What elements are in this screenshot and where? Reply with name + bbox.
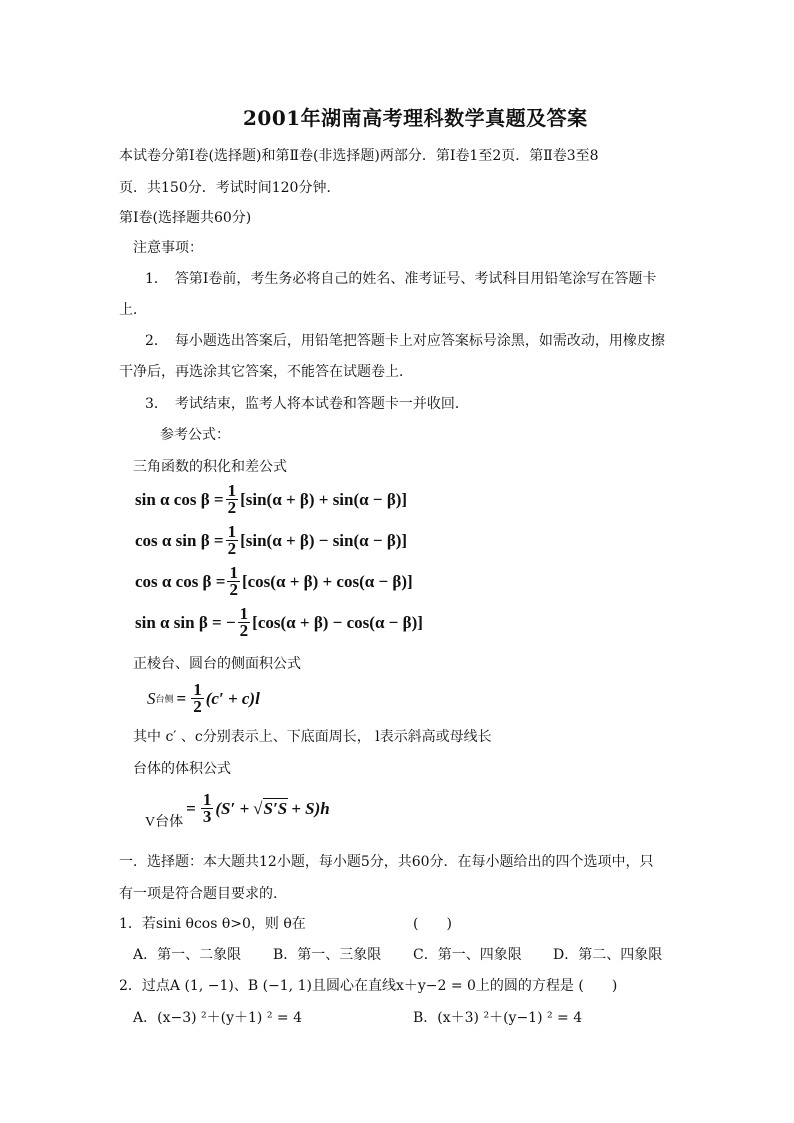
volume-equals: = <box>186 798 196 818</box>
formula-3-rhs: [cos(α + β) + cos(α − β)] <box>241 571 413 591</box>
page-title: 2001年湖南高考理科数学真题及答案 <box>243 106 588 130</box>
q1-option-c: C．第一、四象限 <box>413 947 522 963</box>
reference-heading: 参考公式： <box>160 427 230 443</box>
lateral-rhs: (c′ + c)l <box>205 688 260 708</box>
volume-lhs: V台体 <box>145 815 184 830</box>
q1-option-a: A．第一、二象限 <box>133 947 242 963</box>
volume-rhs-b: + S)h <box>291 798 330 818</box>
frustum-heading: 正棱台、圆台的侧面积公式 <box>133 656 301 672</box>
formula-2-half: $\frac{1}{2}$ <box>227 522 237 558</box>
section1-line-1: 一．选择题：本大题共12小题，每小题5分，共60分．在每小题给出的四个选项中，只 <box>119 854 654 870</box>
formula-4-half: $\frac{1}{2}$ <box>239 604 249 640</box>
note-2-line-1: 2． 每小题选出答案后，用铅笔把答题卡上对应答案标号涂黑，如需改动，用橡皮擦 <box>145 333 665 349</box>
intro-line-2: 页．共150分．考试时间120分钟． <box>119 180 341 196</box>
formula-1 <box>135 483 407 516</box>
lateral-area-formula <box>147 682 260 715</box>
where-line: 其中 c′ 、c分别表示上、下底面周长， l表示斜高或母线长 <box>133 729 492 745</box>
q1-answer-paren: ( ) <box>413 916 452 932</box>
note-3: 3． 考试结束，监考人将本试卷和答题卡一并收回． <box>145 396 469 412</box>
q2-option-b: B．(x＋3) ²＋(y−1) ² = 4 <box>413 1010 583 1026</box>
q1-stem: 1．若sini θcos θ>0，则 θ在 <box>119 916 306 932</box>
lateral-half: $\frac{1}{2}$ <box>193 680 202 716</box>
volume-formula: V台体 = $\frac{1}{3}$ (S′ + √ S′S + S)h <box>145 790 330 830</box>
lateral-subscript: 台侧 <box>155 694 174 704</box>
notes-heading: 注意事项： <box>133 240 203 256</box>
lateral-s: S <box>147 688 156 708</box>
intro-line-1: 本试卷分第Ⅰ卷(选择题)和第Ⅱ卷(非选择题)两部分．第Ⅰ卷1至2页．第Ⅱ卷3至8 <box>119 148 599 164</box>
volume-heading: 台体的体积公式 <box>133 761 231 777</box>
note-2-line-2: 干净后，再选涂其它答案，不能答在试题卷上． <box>119 364 413 380</box>
formula-3 <box>135 565 413 598</box>
formula-1-half: $\frac{1}{2}$ <box>227 481 237 517</box>
volume-sqrt: S′S <box>263 799 288 818</box>
formula-1-rhs: [sin(α + β) + sin(α − β)] <box>240 489 408 509</box>
volume-rhs-a: (S′ + <box>215 798 250 818</box>
lateral-equals: = <box>176 688 187 708</box>
q2-stem: 2．过点A (1, −1)、B (−1, 1)且圆心在直线x＋y−2 = 0上的圆的方程是 ( ) <box>119 978 618 994</box>
section1-line-2: 有一项是符合题目要求的. <box>119 886 278 902</box>
formula-4-lhs: sin α sin β = − <box>135 612 236 632</box>
trig-heading: 三角函数的积化和差公式 <box>133 459 287 475</box>
q1-option-b: B．第一、三象限 <box>273 947 382 963</box>
q1-option-d: D．第二、四象限 <box>553 947 663 963</box>
formula-2 <box>135 524 407 557</box>
formula-3-lhs: cos α cos β = <box>135 571 226 591</box>
formula-3-half: $\frac{1}{2}$ <box>229 563 238 599</box>
note-1-line-1: 1． 答第Ⅰ卷前，考生务必将自己的姓名、准考证号、考试科目用铅笔涂写在答题卡 <box>145 271 657 287</box>
part1-heading: 第Ⅰ卷(选择题共60分) <box>119 210 252 226</box>
formula-4 <box>135 606 423 639</box>
formula-2-lhs: cos α sin β = <box>135 530 224 550</box>
formula-2-rhs: [sin(α + β) − sin(α − β)] <box>240 530 408 550</box>
note-1-line-2: 上． <box>119 302 147 318</box>
volume-third: $\frac{1}{3}$ <box>202 790 212 826</box>
q2-option-a: A．(x−3) ²＋(y＋1) ² = 4 <box>133 1010 302 1026</box>
formula-4-rhs: [cos(α + β) − cos(α − β)] <box>252 612 423 632</box>
formula-1-lhs: sin α cos β = <box>135 489 224 509</box>
